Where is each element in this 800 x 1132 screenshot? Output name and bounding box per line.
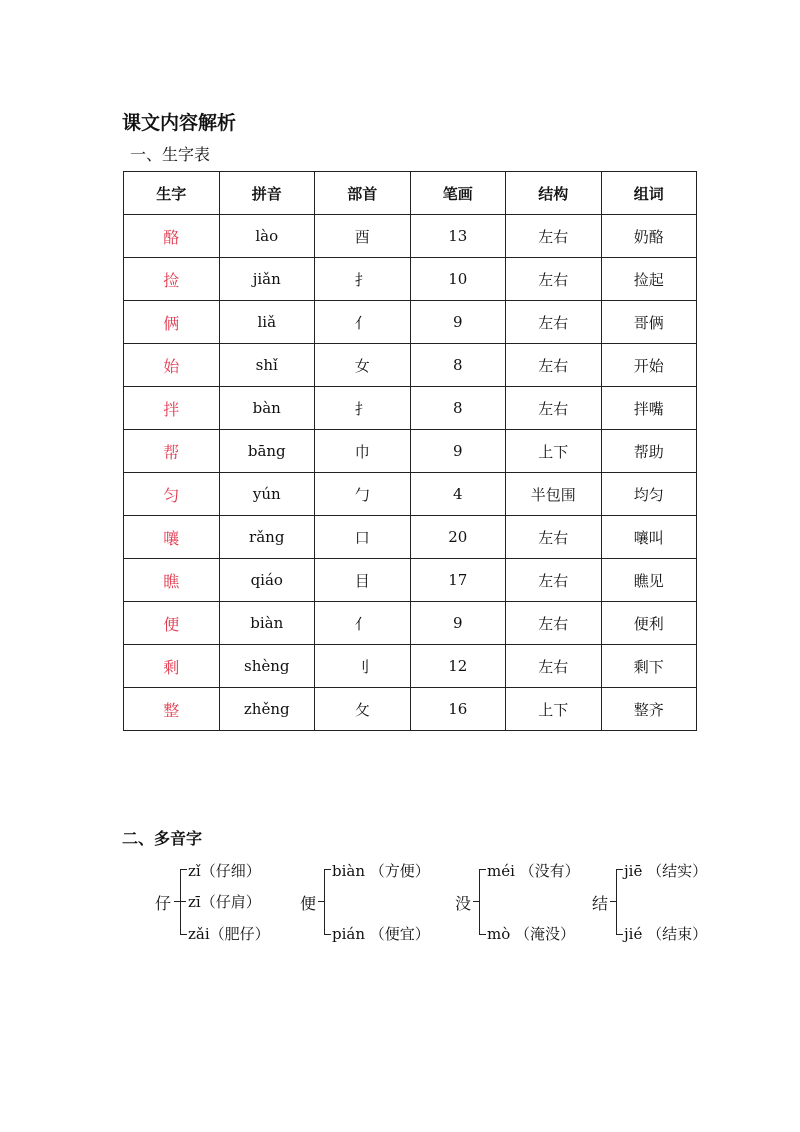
structure-cell: 半包围 — [506, 473, 602, 516]
polyphone-reading: jiē （结实） — [624, 862, 708, 880]
section-title-char-table: 一、生字表 — [130, 145, 211, 164]
bracket — [324, 869, 331, 935]
table-row — [124, 516, 697, 559]
page-title: 课文内容解析 — [122, 112, 237, 134]
structure-cell: 左右 — [506, 301, 602, 344]
word-cell: 帮助 — [601, 430, 697, 473]
stroke-count-cell: 4 — [410, 473, 506, 516]
pinyin-cell: bāng — [219, 430, 315, 473]
polyphone-char: 仔 — [155, 894, 172, 913]
table-row — [124, 387, 697, 430]
radical-cell: 刂 — [315, 645, 411, 688]
polyphone-reading: mò （淹没） — [487, 925, 576, 943]
word-cell: 剩下 — [601, 645, 697, 688]
stroke-count-cell: 8 — [410, 344, 506, 387]
column-header: 笔画 — [410, 172, 506, 215]
table-row — [124, 559, 697, 602]
word-cell: 捡起 — [601, 258, 697, 301]
char-table — [123, 171, 697, 731]
structure-cell: 左右 — [506, 215, 602, 258]
word-cell: 开始 — [601, 344, 697, 387]
table-row — [124, 473, 697, 516]
radical-cell: 口 — [315, 516, 411, 559]
hanzi-cell: 俩 — [124, 301, 220, 344]
pinyin-cell: bàn — [219, 387, 315, 430]
pinyin-cell: shèng — [219, 645, 315, 688]
radical-cell: 目 — [315, 559, 411, 602]
polyphone-reading: zǐ（仔细） — [188, 862, 261, 880]
hanzi-cell: 瞧 — [124, 559, 220, 602]
table-row — [124, 645, 697, 688]
polyphone-reading: zī（仔肩） — [188, 893, 261, 911]
table-row — [124, 215, 697, 258]
polyphone-reading: zǎi（肥仔） — [188, 925, 270, 943]
section-title-polyphones: 二、多音字 — [122, 829, 203, 848]
word-cell: 瞧见 — [601, 559, 697, 602]
bracket — [180, 869, 187, 935]
radical-cell: 扌 — [315, 387, 411, 430]
radical-cell: 亻 — [315, 602, 411, 645]
table-row — [124, 301, 697, 344]
structure-cell: 上下 — [506, 688, 602, 731]
pinyin-cell: biàn — [219, 602, 315, 645]
stroke-count-cell: 8 — [410, 387, 506, 430]
pinyin-cell: jiǎn — [219, 258, 315, 301]
hanzi-cell: 匀 — [124, 473, 220, 516]
structure-cell: 左右 — [506, 516, 602, 559]
table-header-row — [124, 172, 697, 215]
bracket — [616, 869, 623, 935]
structure-cell: 左右 — [506, 559, 602, 602]
radical-cell: 亻 — [315, 301, 411, 344]
table-row — [124, 602, 697, 645]
structure-cell: 左右 — [506, 387, 602, 430]
pinyin-cell: lào — [219, 215, 315, 258]
column-header: 组词 — [601, 172, 697, 215]
stroke-count-cell: 17 — [410, 559, 506, 602]
polyphone-reading: biàn （方便） — [332, 862, 430, 880]
radical-cell: 女 — [315, 344, 411, 387]
radical-cell: 巾 — [315, 430, 411, 473]
hanzi-cell: 剩 — [124, 645, 220, 688]
stroke-count-cell: 12 — [410, 645, 506, 688]
stroke-count-cell: 9 — [410, 602, 506, 645]
table-row — [124, 344, 697, 387]
word-cell: 拌嘴 — [601, 387, 697, 430]
radical-cell: 攵 — [315, 688, 411, 731]
stroke-count-cell: 10 — [410, 258, 506, 301]
table-row — [124, 430, 697, 473]
word-cell: 嚷叫 — [601, 516, 697, 559]
structure-cell: 上下 — [506, 430, 602, 473]
stroke-count-cell: 13 — [410, 215, 506, 258]
structure-cell: 左右 — [506, 645, 602, 688]
pinyin-cell: qiáo — [219, 559, 315, 602]
hanzi-cell: 拌 — [124, 387, 220, 430]
column-header: 结构 — [506, 172, 602, 215]
structure-cell: 左右 — [506, 602, 602, 645]
column-header: 生字 — [124, 172, 220, 215]
stroke-count-cell: 20 — [410, 516, 506, 559]
hanzi-cell: 帮 — [124, 430, 220, 473]
hanzi-cell: 便 — [124, 602, 220, 645]
polyphone-reading: méi （没有） — [487, 862, 580, 880]
radical-cell: 酉 — [315, 215, 411, 258]
stroke-count-cell: 9 — [410, 430, 506, 473]
radical-cell: 扌 — [315, 258, 411, 301]
hanzi-cell: 捡 — [124, 258, 220, 301]
pinyin-cell: rǎng — [219, 516, 315, 559]
column-header: 部首 — [315, 172, 411, 215]
polyphone-char: 没 — [455, 894, 472, 913]
pinyin-cell: yún — [219, 473, 315, 516]
word-cell: 整齐 — [601, 688, 697, 731]
word-cell: 奶酪 — [601, 215, 697, 258]
stroke-count-cell: 16 — [410, 688, 506, 731]
bracket — [479, 869, 486, 935]
pinyin-cell: shǐ — [219, 344, 315, 387]
word-cell: 哥俩 — [601, 301, 697, 344]
structure-cell: 左右 — [506, 258, 602, 301]
polyphone-reading: jié （结束） — [624, 925, 708, 943]
bracket-stem — [180, 901, 186, 902]
table-row — [124, 258, 697, 301]
column-header: 拼音 — [219, 172, 315, 215]
radical-cell: 勹 — [315, 473, 411, 516]
pinyin-cell: liǎ — [219, 301, 315, 344]
hanzi-cell: 整 — [124, 688, 220, 731]
table-row — [124, 688, 697, 731]
stroke-count-cell: 9 — [410, 301, 506, 344]
hanzi-cell: 始 — [124, 344, 220, 387]
hanzi-cell: 嚷 — [124, 516, 220, 559]
structure-cell: 左右 — [506, 344, 602, 387]
hanzi-cell: 酪 — [124, 215, 220, 258]
word-cell: 便利 — [601, 602, 697, 645]
polyphone-char: 结 — [592, 894, 609, 913]
word-cell: 均匀 — [601, 473, 697, 516]
polyphone-reading: pián （便宜） — [332, 925, 430, 943]
pinyin-cell: zhěng — [219, 688, 315, 731]
polyphone-char: 便 — [300, 894, 317, 913]
